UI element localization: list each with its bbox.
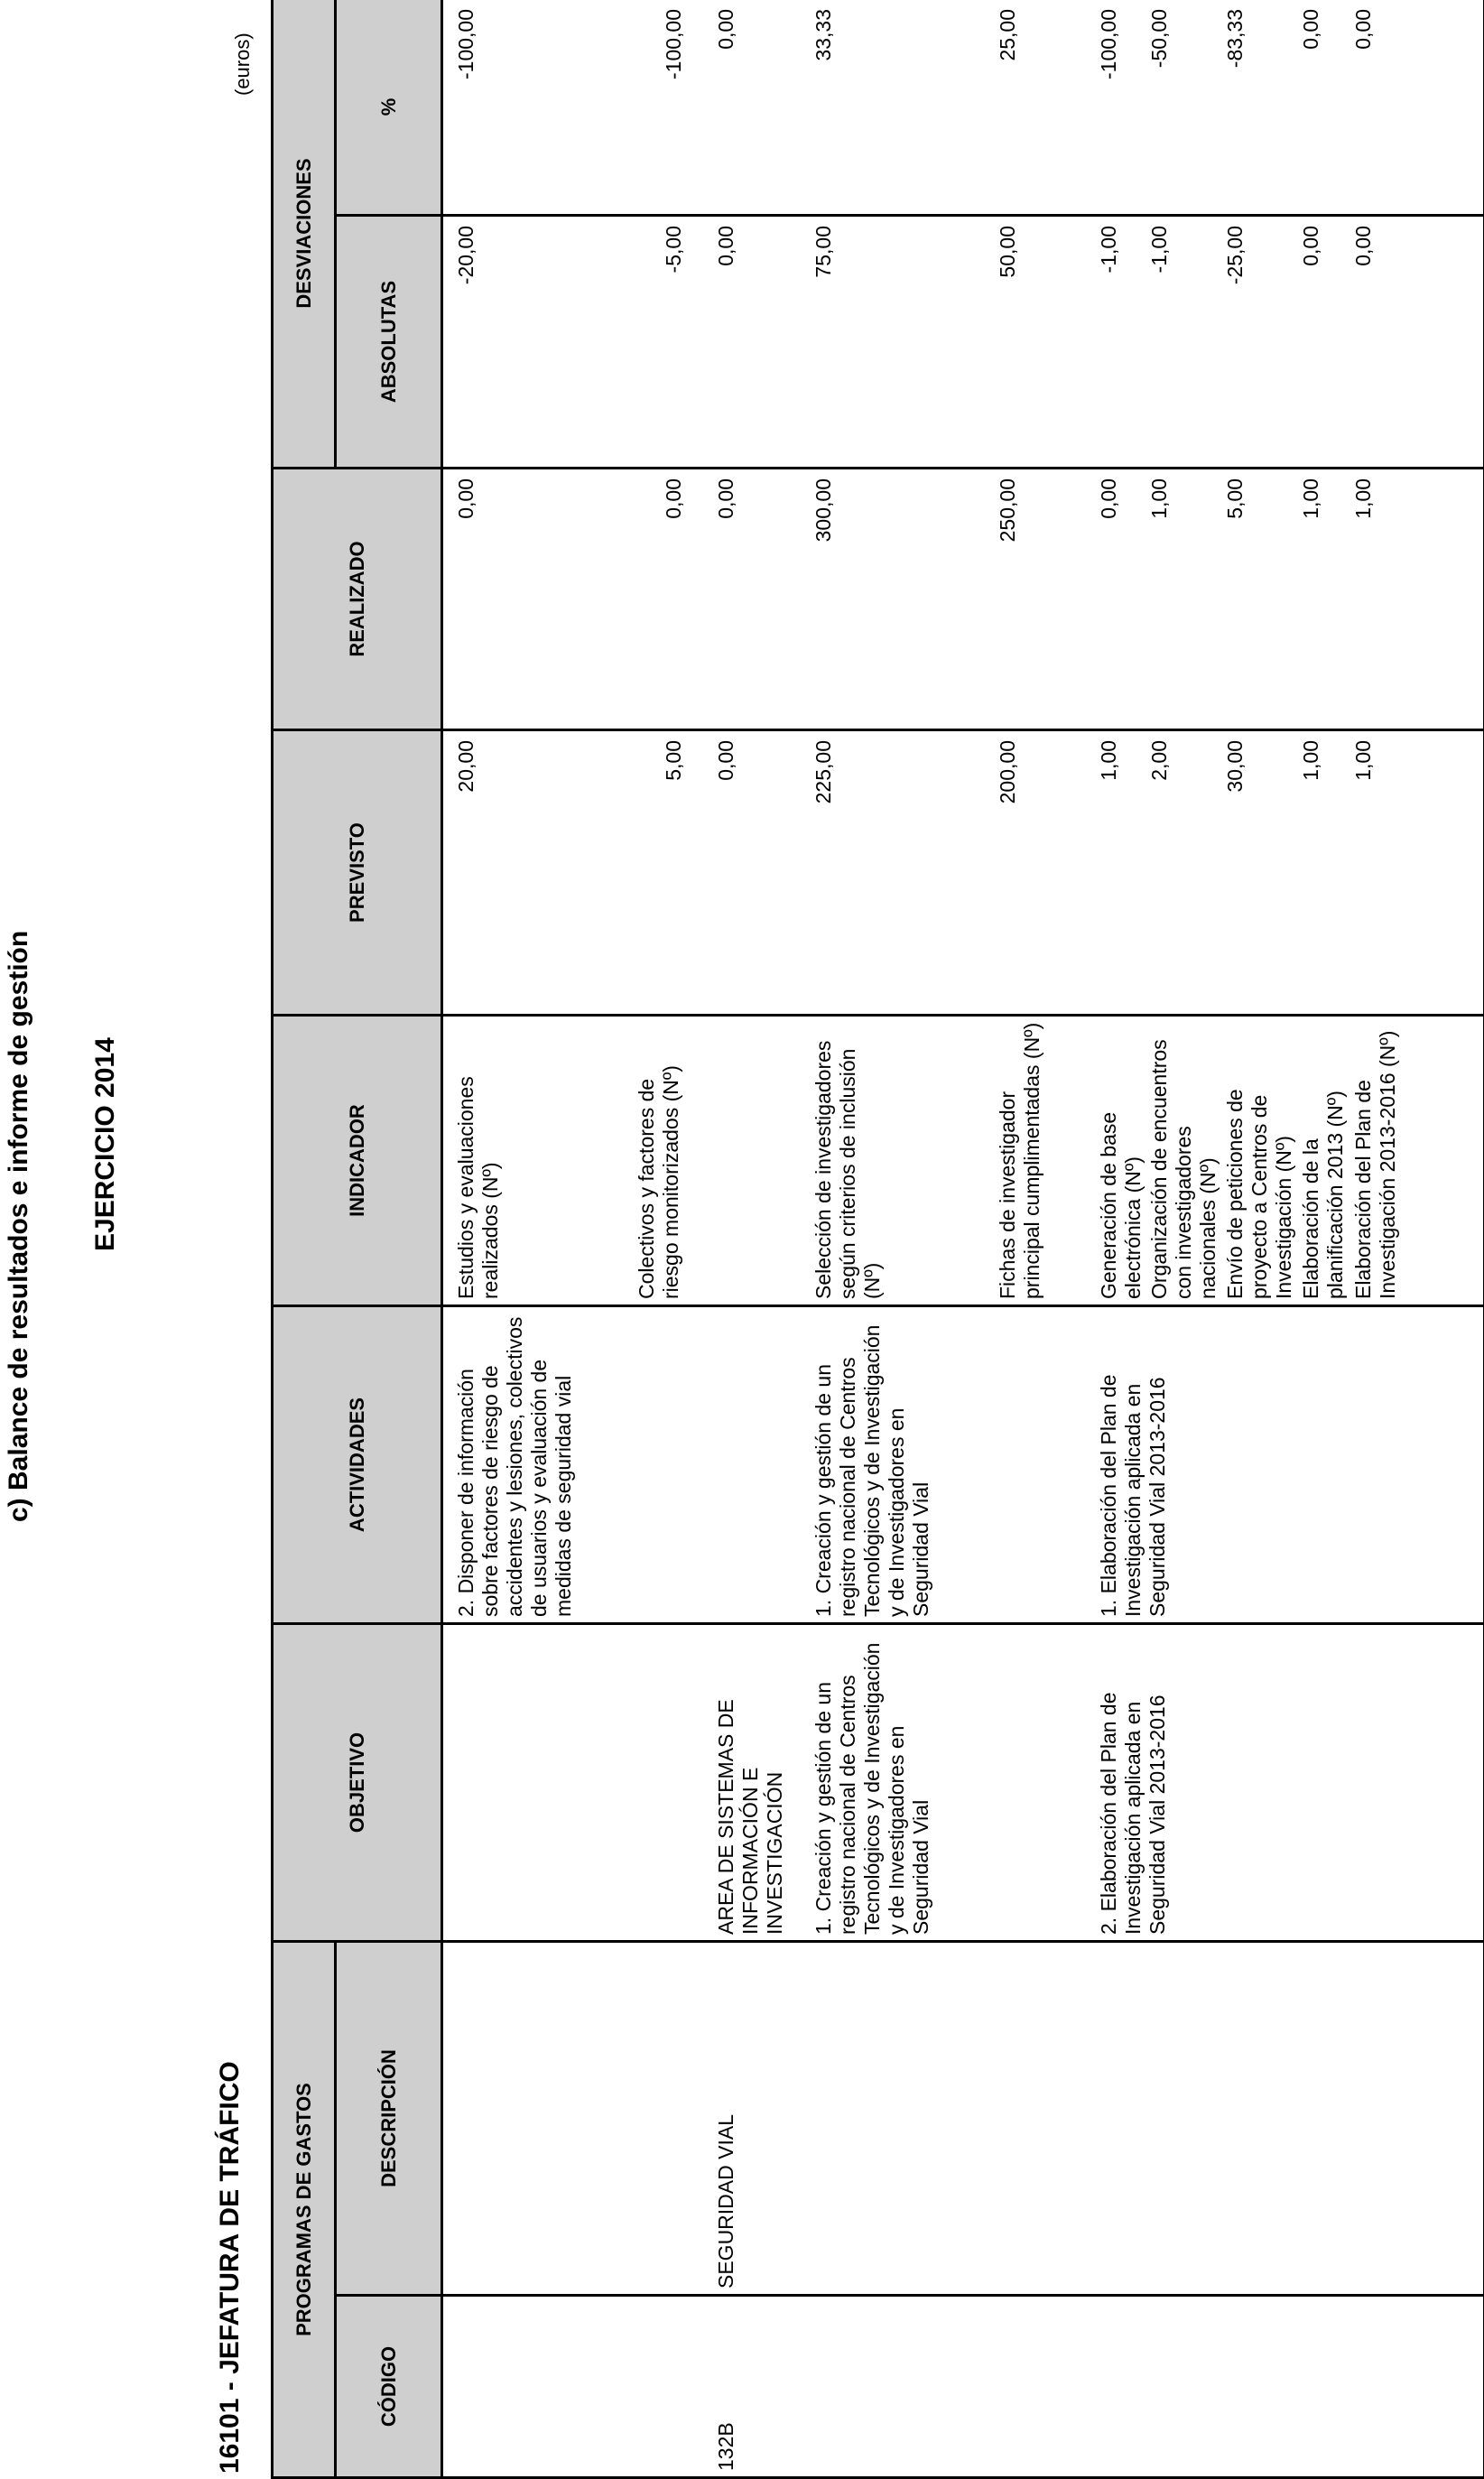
- previsto-value: 225,00: [812, 740, 835, 804]
- indicador-text: Organización de encuentros con investigadores nacionales (Nº): [1147, 1039, 1220, 1299]
- header-actividades: ACTIVIDADES: [273, 1306, 442, 1624]
- previsto-column: [442, 730, 1484, 1016]
- header-indicador: INDICADOR: [273, 1016, 442, 1306]
- header-previsto: PREVISTO: [273, 730, 442, 1016]
- realizado-value: 1,00: [1299, 478, 1322, 519]
- realizado-value: 5,00: [1223, 478, 1247, 519]
- absolutas-value: 75,00: [812, 226, 835, 278]
- actividad-text: 1. Creación y gestión de un registro nacional de Centros Tecnológicos y de Investigación y de Investigadores en Seguridad Vial: [812, 1324, 932, 1617]
- porcentaje-column: [442, 0, 1484, 216]
- objetivo-text: 1. Creación y gestión de un registro nacional de Centros Tecnológicos y de Investigación y de Investigadores en Seguridad Vial: [812, 1642, 932, 1935]
- results-table: [271, 0, 1484, 2479]
- porcentaje-value: 33,33: [812, 8, 835, 61]
- absolutas-value: 0,00: [1299, 226, 1322, 266]
- objetivo-text: AREA DE SISTEMAS DE INFORMACIÓN E INVESTIGACIÓN: [714, 1699, 786, 1935]
- porcentaje-value: -100,00: [662, 8, 685, 79]
- absolutas-value: -1,00: [1147, 226, 1171, 274]
- previsto-value: 5,00: [662, 740, 685, 781]
- header-realizado: REALIZADO: [273, 469, 442, 730]
- indicador-text: Elaboración del Plan de Investigación 2013-2016 (Nº): [1351, 1030, 1399, 1299]
- porcentaje-value: -83,33: [1223, 8, 1247, 69]
- absolutas-column: [442, 216, 1484, 469]
- realizado-column: [442, 469, 1484, 730]
- descripcion-column: [442, 1942, 1484, 2296]
- porcentaje-value: 0,00: [1351, 8, 1375, 50]
- realizado-value: 250,00: [996, 478, 1019, 543]
- objetivo-text: 2. Elaboración del Plan de Investigación aplicada en Seguridad Vial 2013-2016: [1097, 1692, 1169, 1935]
- report-title: c) Balance de resultados e informe de gestión: [4, 930, 33, 1522]
- header-descripcion: DESCRIPCIÓN: [336, 1942, 442, 2296]
- porcentaje-value: -100,00: [1097, 8, 1120, 79]
- header-absolutas: ABSOLUTAS: [336, 216, 442, 469]
- header-codigo: CÓDIGO: [336, 2296, 442, 2478]
- indicador-column: [442, 1016, 1484, 1306]
- entity-title: 16101 - JEFATURA DE TRÁFICO: [215, 2061, 245, 2474]
- previsto-value: 2,00: [1147, 740, 1171, 781]
- previsto-value: 1,00: [1351, 740, 1375, 781]
- realizado-value: 300,00: [812, 478, 835, 543]
- previsto-value: 30,00: [1223, 740, 1247, 793]
- header-programas-de-gastos: PROGRAMAS DE GASTOS: [273, 1942, 336, 2478]
- indicador-text: Elaboración de la planificación 2013 (Nº): [1299, 1091, 1347, 1299]
- indicador-text: Selección de investigadores según criterios de inclusión (Nº): [812, 1040, 884, 1299]
- programa-descripcion: SEGURIDAD VIAL: [714, 2114, 737, 2289]
- indicador-text: Colectivos y factores de riesgo monitorizados (Nº): [635, 1065, 682, 1299]
- absolutas-value: 50,00: [996, 226, 1019, 278]
- porcentaje-value: 0,00: [1299, 8, 1322, 50]
- porcentaje-value: 0,00: [714, 8, 737, 50]
- absolutas-value: -1,00: [1097, 226, 1120, 274]
- fiscal-year-title: EJERCICIO 2014: [90, 1037, 120, 1251]
- realizado-value: 0,00: [1097, 478, 1120, 519]
- absolutas-value: -5,00: [662, 226, 685, 274]
- codigo-column: [442, 2296, 1484, 2478]
- porcentaje-value: -100,00: [454, 8, 478, 79]
- previsto-value: 20,00: [454, 740, 478, 793]
- previsto-value: 1,00: [1299, 740, 1322, 781]
- realizado-value: 0,00: [454, 478, 478, 519]
- realizado-value: 0,00: [714, 478, 737, 519]
- realizado-value: 1,00: [1147, 478, 1171, 519]
- previsto-value: 0,00: [714, 740, 737, 781]
- objetivo-column: [442, 1624, 1484, 1942]
- realizado-value: 1,00: [1351, 478, 1375, 519]
- actividad-text: 1. Elaboración del Plan de Investigación aplicada en Seguridad Vial 2013-2016: [1097, 1374, 1169, 1617]
- absolutas-value: 0,00: [714, 226, 737, 266]
- indicador-text: Envío de peticiones de proyecto a Centros de Investigación (Nº): [1223, 1089, 1295, 1299]
- realizado-value: 0,00: [662, 478, 685, 519]
- header-desviaciones: DESVIACIONES: [273, 0, 336, 469]
- absolutas-value: -25,00: [1223, 226, 1247, 285]
- indicador-text: Estudios y evaluaciones realizados (Nº): [454, 1076, 502, 1299]
- currency-unit: (euros): [231, 32, 254, 96]
- absolutas-value: 0,00: [1351, 226, 1375, 266]
- porcentaje-value: -50,00: [1147, 8, 1171, 69]
- actividades-column: [442, 1306, 1484, 1624]
- previsto-value: 200,00: [996, 740, 1019, 804]
- header-objetivo: OBJETIVO: [273, 1624, 442, 1942]
- porcentaje-value: 25,00: [996, 8, 1019, 61]
- previsto-value: 1,00: [1097, 740, 1120, 781]
- header-porcentaje: %: [336, 0, 442, 216]
- indicador-text: Generación de base electrónica (Nº): [1097, 1111, 1145, 1299]
- absolutas-value: -20,00: [454, 226, 478, 285]
- actividad-text: 2. Disponer de información sobre factores de riesgo de accidentes y lesiones, colectivos de usuarios y evaluación de medidas de seguridad vial: [454, 1316, 575, 1617]
- indicador-text: Fichas de investigador principal cumplimentadas (Nº): [996, 1022, 1043, 1299]
- programa-codigo: 132B: [714, 2422, 737, 2471]
